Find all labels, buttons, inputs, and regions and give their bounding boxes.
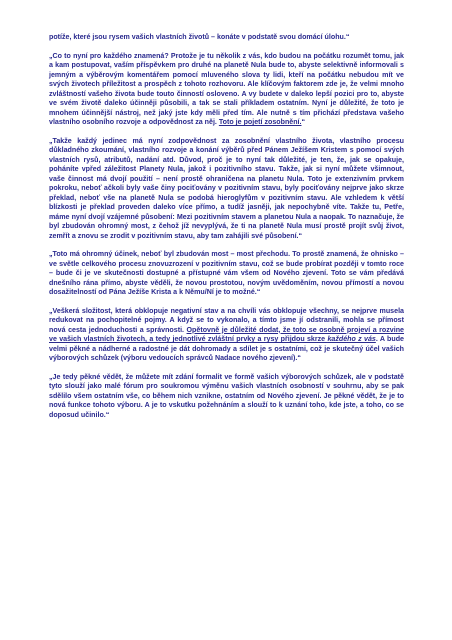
text-run: „Takže každý jedinec má nyní zodpovědnost za zosobnění vlastního života, vlastního procesu důkladného zkoumání, vlastního rozvoje a konání výběrů před Pánem Ježíšem Kristem s pomocí svých vlastních rysů, atributů, nadání atd. Důvod, proč je to nyní tak důležité, je ten, že, jak se opakuje, poháníte vpřed záležitost Planety Nula, jakož i pozitivního stavu. Takže, jak si nyní můžete všimnout, vaše činnost má dvojí použití – není prostě ohraničena na planetu Nula. Toto je extenzivním prvkem pokroku, neboť ačkoli byly vaše činy pociťovány v pozitivním stavu, byly pociťovány nejprve jako skrze překlad, neboť vše na planetě Nula se podobá hieroglyfům v pozitivním stavu. Ale vzhledem k větší blízkosti je překlad proveden daleko více přímo, a tudíž jasněji, jak nepochybně víte. Takže tu, Petře, máme nyní dvojí vzájemné působení: Mezi pozitivním stavem a planetou Nula a naopak. To naznačuje, že byl zbudován ohromný most, z čehož jíž nevyplývá, že ti na planetě Nula musí prostě projít svůj život, zemřít a znovu se zrodit v pozitivním stavu, aby tam zahájili své působení.“	[49, 136, 404, 240]
text-run: Opětovně je důležité dodat, že toto se osobně projeví a rozvine ve vašich vlastních životech, a tedy jednotlivé zvláštní prvky a rysy přijdou skrze	[49, 325, 404, 343]
paragraph-6	[49, 373, 404, 421]
paragraph-1	[49, 33, 404, 43]
paragraph-4	[49, 250, 404, 298]
text-run: „Veškerá složitost, která obklopuje negativní stav a na chvíli vás obklopuje všechny, se nejprve musela redukovat na pochopitelné pojmy. A když se to vykonalo, a tímto jsme jí odstranili, mohla se přímost nová cesta jednoduchosti a správnosti.	[49, 306, 404, 334]
text-run: „Je tedy pěkné vědět, že můžete mít zdání formalit ve formě vašich výborových schůzek, ale v podstatě tyto slouží jako malé fórum pro soukromou výměnu vašich vlastních osobností v souhrnu, aby se pak sdělilo všem ostatním vše, co během nich vznikne, ostatním od Nového zjevení. Je pěkné vědět, že je to nová funkce tohoto výboru. A je to vskutku požehnáním a slouží to k uznání toho, kde jste, a toho, co se doposud učinilo.“	[49, 372, 404, 419]
text-run: “	[301, 118, 306, 126]
text-run: . A bude velmi pěkné a nádherné a radostné je dát dohromady a sdílet je s ostatními, což je skutečný účel vašich výborových schůzek (výboru vedoucích správců Nadace nového zjevení).“	[49, 335, 404, 362]
text-run: potíže, které jsou rysem vašich vlastních životů – konáte v podstatě svou domácí úlohu.“	[49, 33, 350, 41]
text-run: Toto je pojetí zosobnění.	[218, 118, 302, 126]
paragraph-5	[49, 307, 404, 364]
paragraph-2	[49, 52, 404, 128]
text-run: „Co to nyní pro každého znamená? Protože je tu několik z vás, kdo budou na počátku rozumět tomu, jak a kam postupovat, vaším příspěvkem pro druhé na planetě Nula bude to, abyste selektivně informovali s jemným a výběrovým komentářem pomocí mluveného slova ty lidi, kteří na počátku nebudou mít ve svých životech příležitost a prospěch z tohoto rozhovoru. Ale klíčovým faktorem zde je, že velmi mnoho zvláštností vašeho života bude touto činností osloveno. A vy budete v daleko lepší pozici pro to, abyste ve svém životě daleko účinněji působili, a tak se stali příkladem ostatním. Nyní je důležité, že toto je mnohem účinnější nástroj, než jaký jste kdy měli před tím. Ale nutně s tím přichází představa vašeho vlastního osobního rozvoje a odpovědnost za něj.	[49, 51, 404, 126]
text-run: „Toto má ohromný účinek, neboť byl zbudován most – most přechodu. To prostě znamená, že ohnisko – ve světle celkového procesu znovuzrození v pozitivním stavu, což se bude probírat později v tomto roce – bude či je ve skutečnosti dostupné a přístupné vám všem od Nového zjevení. Toto se vám předává dnešního rána přímo, abyste věděli, že novou prostotou, novým uvědoměním, novou přímostí a novou dosažitelností od Pána Ježíše Krista a k Němu/Ní je to možné.“	[49, 250, 404, 296]
text-run: každého z vás	[327, 335, 376, 343]
paragraph-3	[49, 137, 404, 242]
